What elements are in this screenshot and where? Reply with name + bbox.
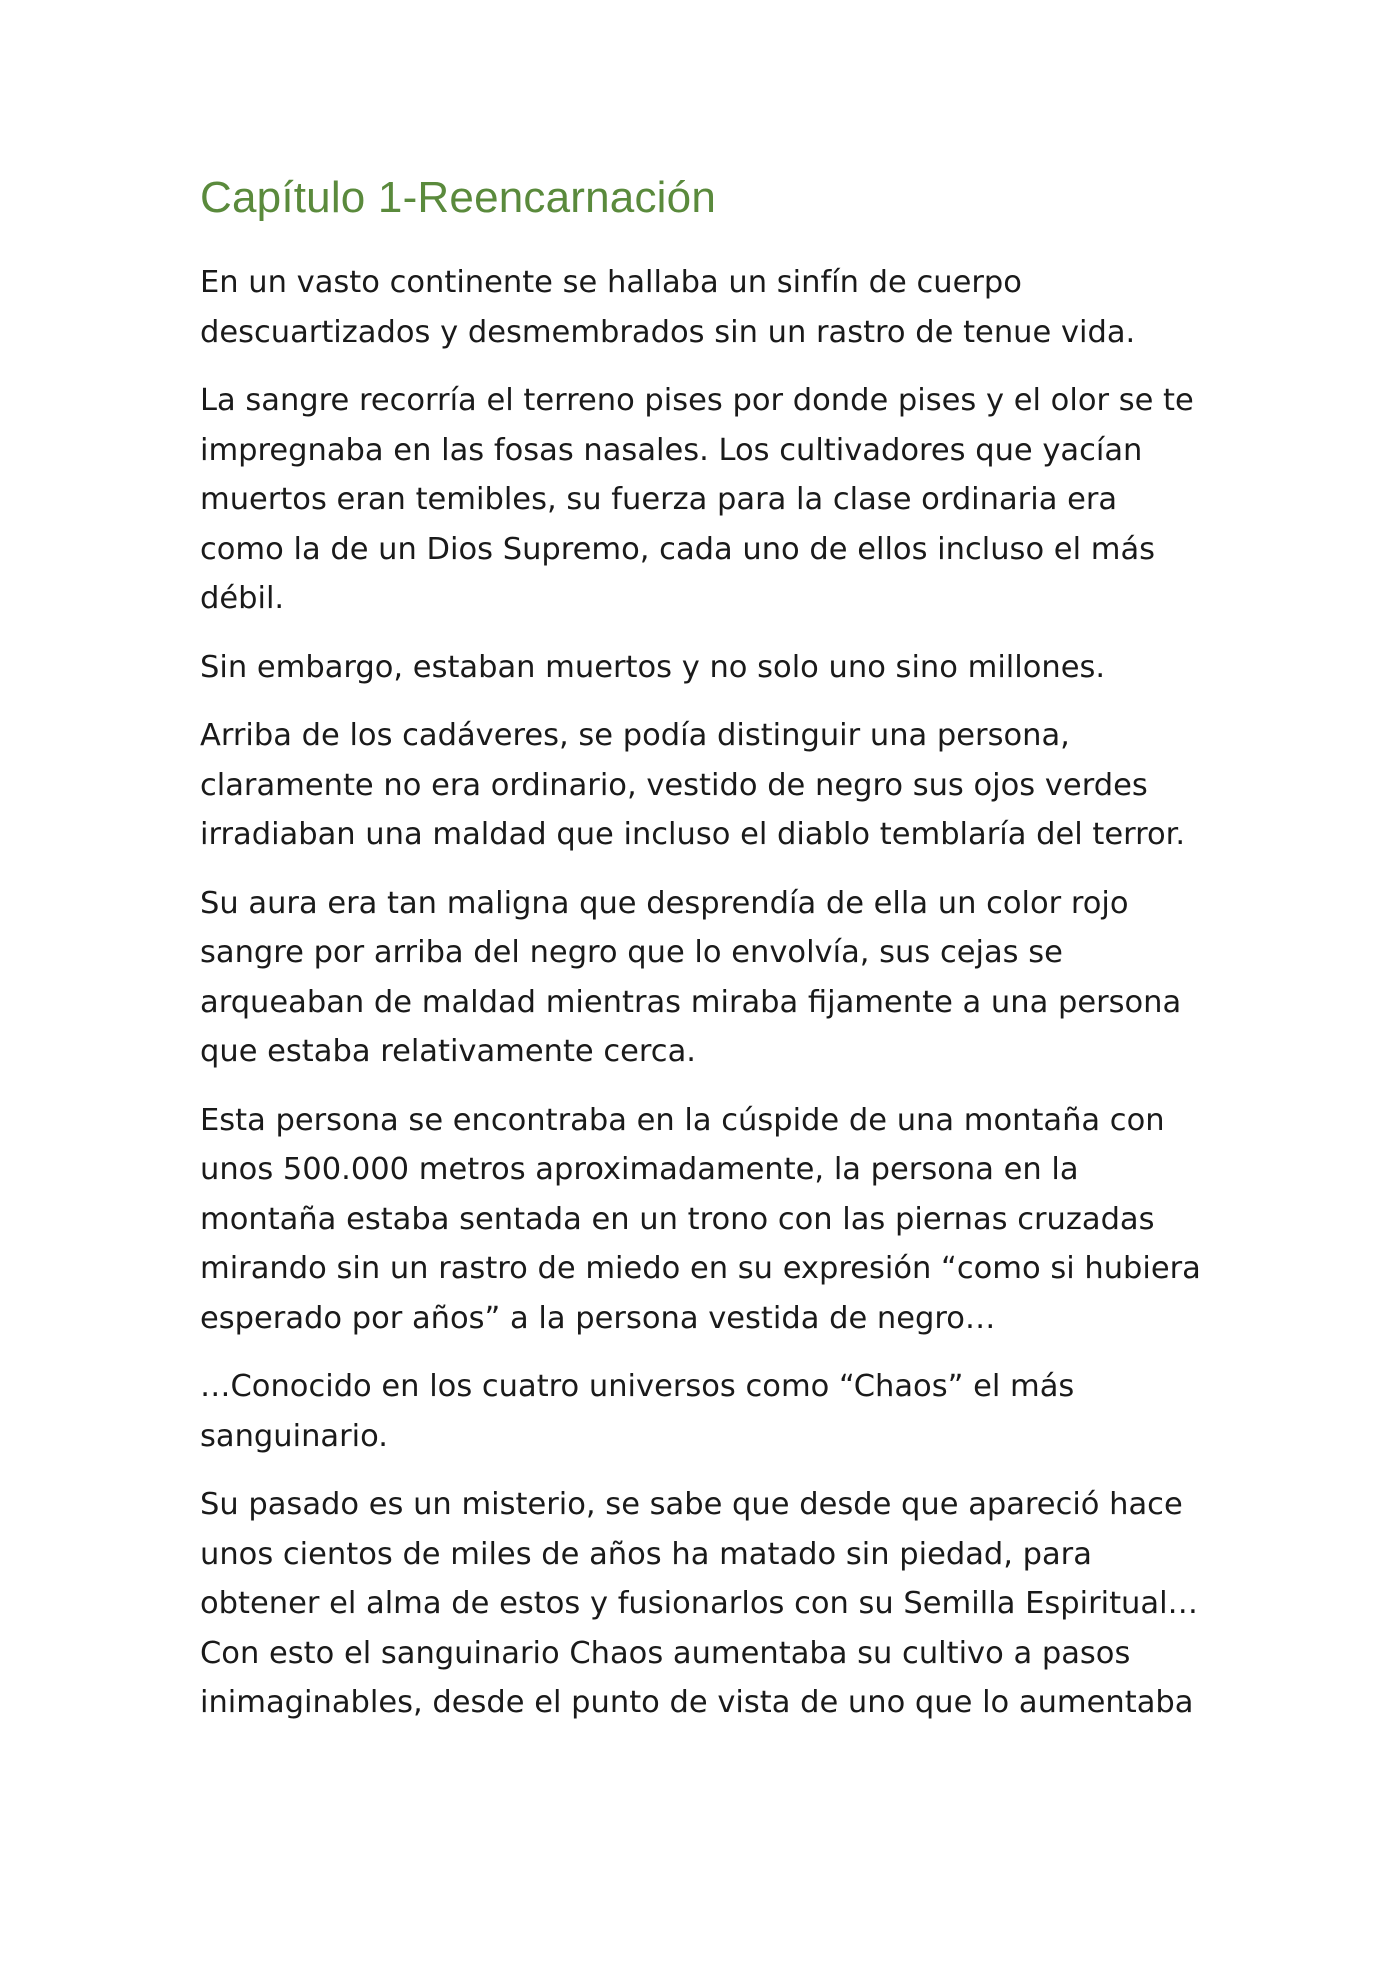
paragraph-6: [200, 1096, 1210, 1344]
paragraph-7: [200, 1362, 1210, 1461]
text-line: La sangre recorría el terreno pises por donde pises y el olor se te: [200, 383, 1194, 418]
text-line: esperado por años” a la persona vestida de negro…: [200, 1300, 996, 1336]
text-line: muertos eran temibles, su fuerza para la clase ordinaria era: [200, 482, 1118, 517]
paragraph-8: [200, 1480, 1210, 1728]
text-line: Sin embargo, estaban muertos y no solo uno sino millones.: [200, 649, 1106, 685]
text-line: En un vasto continente se hallaba un sinfín de cuerpo: [200, 265, 1022, 300]
text-line: unos cientos de miles de años ha matado sin piedad, para: [200, 1536, 1092, 1572]
text-line: obtener el alma de estos y fusionarlos con su Semilla Espiritual…: [200, 1586, 1199, 1621]
text-line: …Conocido en los cuatro universos como “Chaos” el más: [200, 1369, 1075, 1404]
text-line: sanguinario.: [200, 1418, 388, 1454]
text-line: inimaginables, desde el punto de vista de uno que lo aumentaba: [200, 1685, 1194, 1720]
text-line: arqueaban de maldad mientras miraba fijamente a una persona: [200, 984, 1182, 1020]
text-line: descuartizados y desmembrados sin un rastro de tenue vida.: [200, 314, 1136, 350]
text-line: Esta persona se encontraba en la cúspide de una montaña con: [200, 1102, 1165, 1138]
text-line: que estaba relativamente cerca.: [200, 1034, 696, 1069]
paragraph-3: [200, 643, 1210, 693]
text-line: Arriba de los cadáveres, se podía distinguir una persona,: [200, 718, 1070, 753]
text-line: sangre por arriba del negro que lo envolvía, sus cejas se: [200, 935, 1063, 970]
text-line: impregnaba en las fosas nasales. Los cultivadores que yacían: [200, 432, 1143, 468]
text-line: Su aura era tan maligna que desprendía de ella un color rojo: [200, 885, 1129, 921]
chapter-title: Capítulo 1-Reencarnación: [200, 173, 716, 222]
text-line: como la de un Dios Supremo, cada uno de ellos incluso el más: [200, 531, 1156, 567]
text-line: claramente no era ordinario, vestido de negro sus ojos verdes: [200, 767, 1148, 803]
text-line: Con esto el sanguinario Chaos aumentaba su cultivo a pasos: [200, 1635, 1131, 1671]
text-line: irradiaban una maldad que incluso el diablo temblaría del terror.: [200, 817, 1186, 852]
text-line: montaña estaba sentada en un trono con las piernas cruzadas: [200, 1201, 1155, 1237]
text-line: débil.: [200, 581, 285, 616]
document-body: [200, 168, 1210, 1747]
paragraph-5: [200, 879, 1210, 1077]
text-line: mirando sin un rastro de miedo en su expresión “como si hubiera: [200, 1251, 1201, 1286]
text-line: Su pasado es un misterio, se sabe que desde que apareció hace: [200, 1487, 1183, 1522]
paragraph-1: [200, 258, 1210, 357]
text-line: unos 500.000 metros aproximadamente, la persona en la: [200, 1152, 1079, 1187]
paragraph-2: [200, 376, 1210, 624]
paragraph-4: [200, 711, 1210, 860]
